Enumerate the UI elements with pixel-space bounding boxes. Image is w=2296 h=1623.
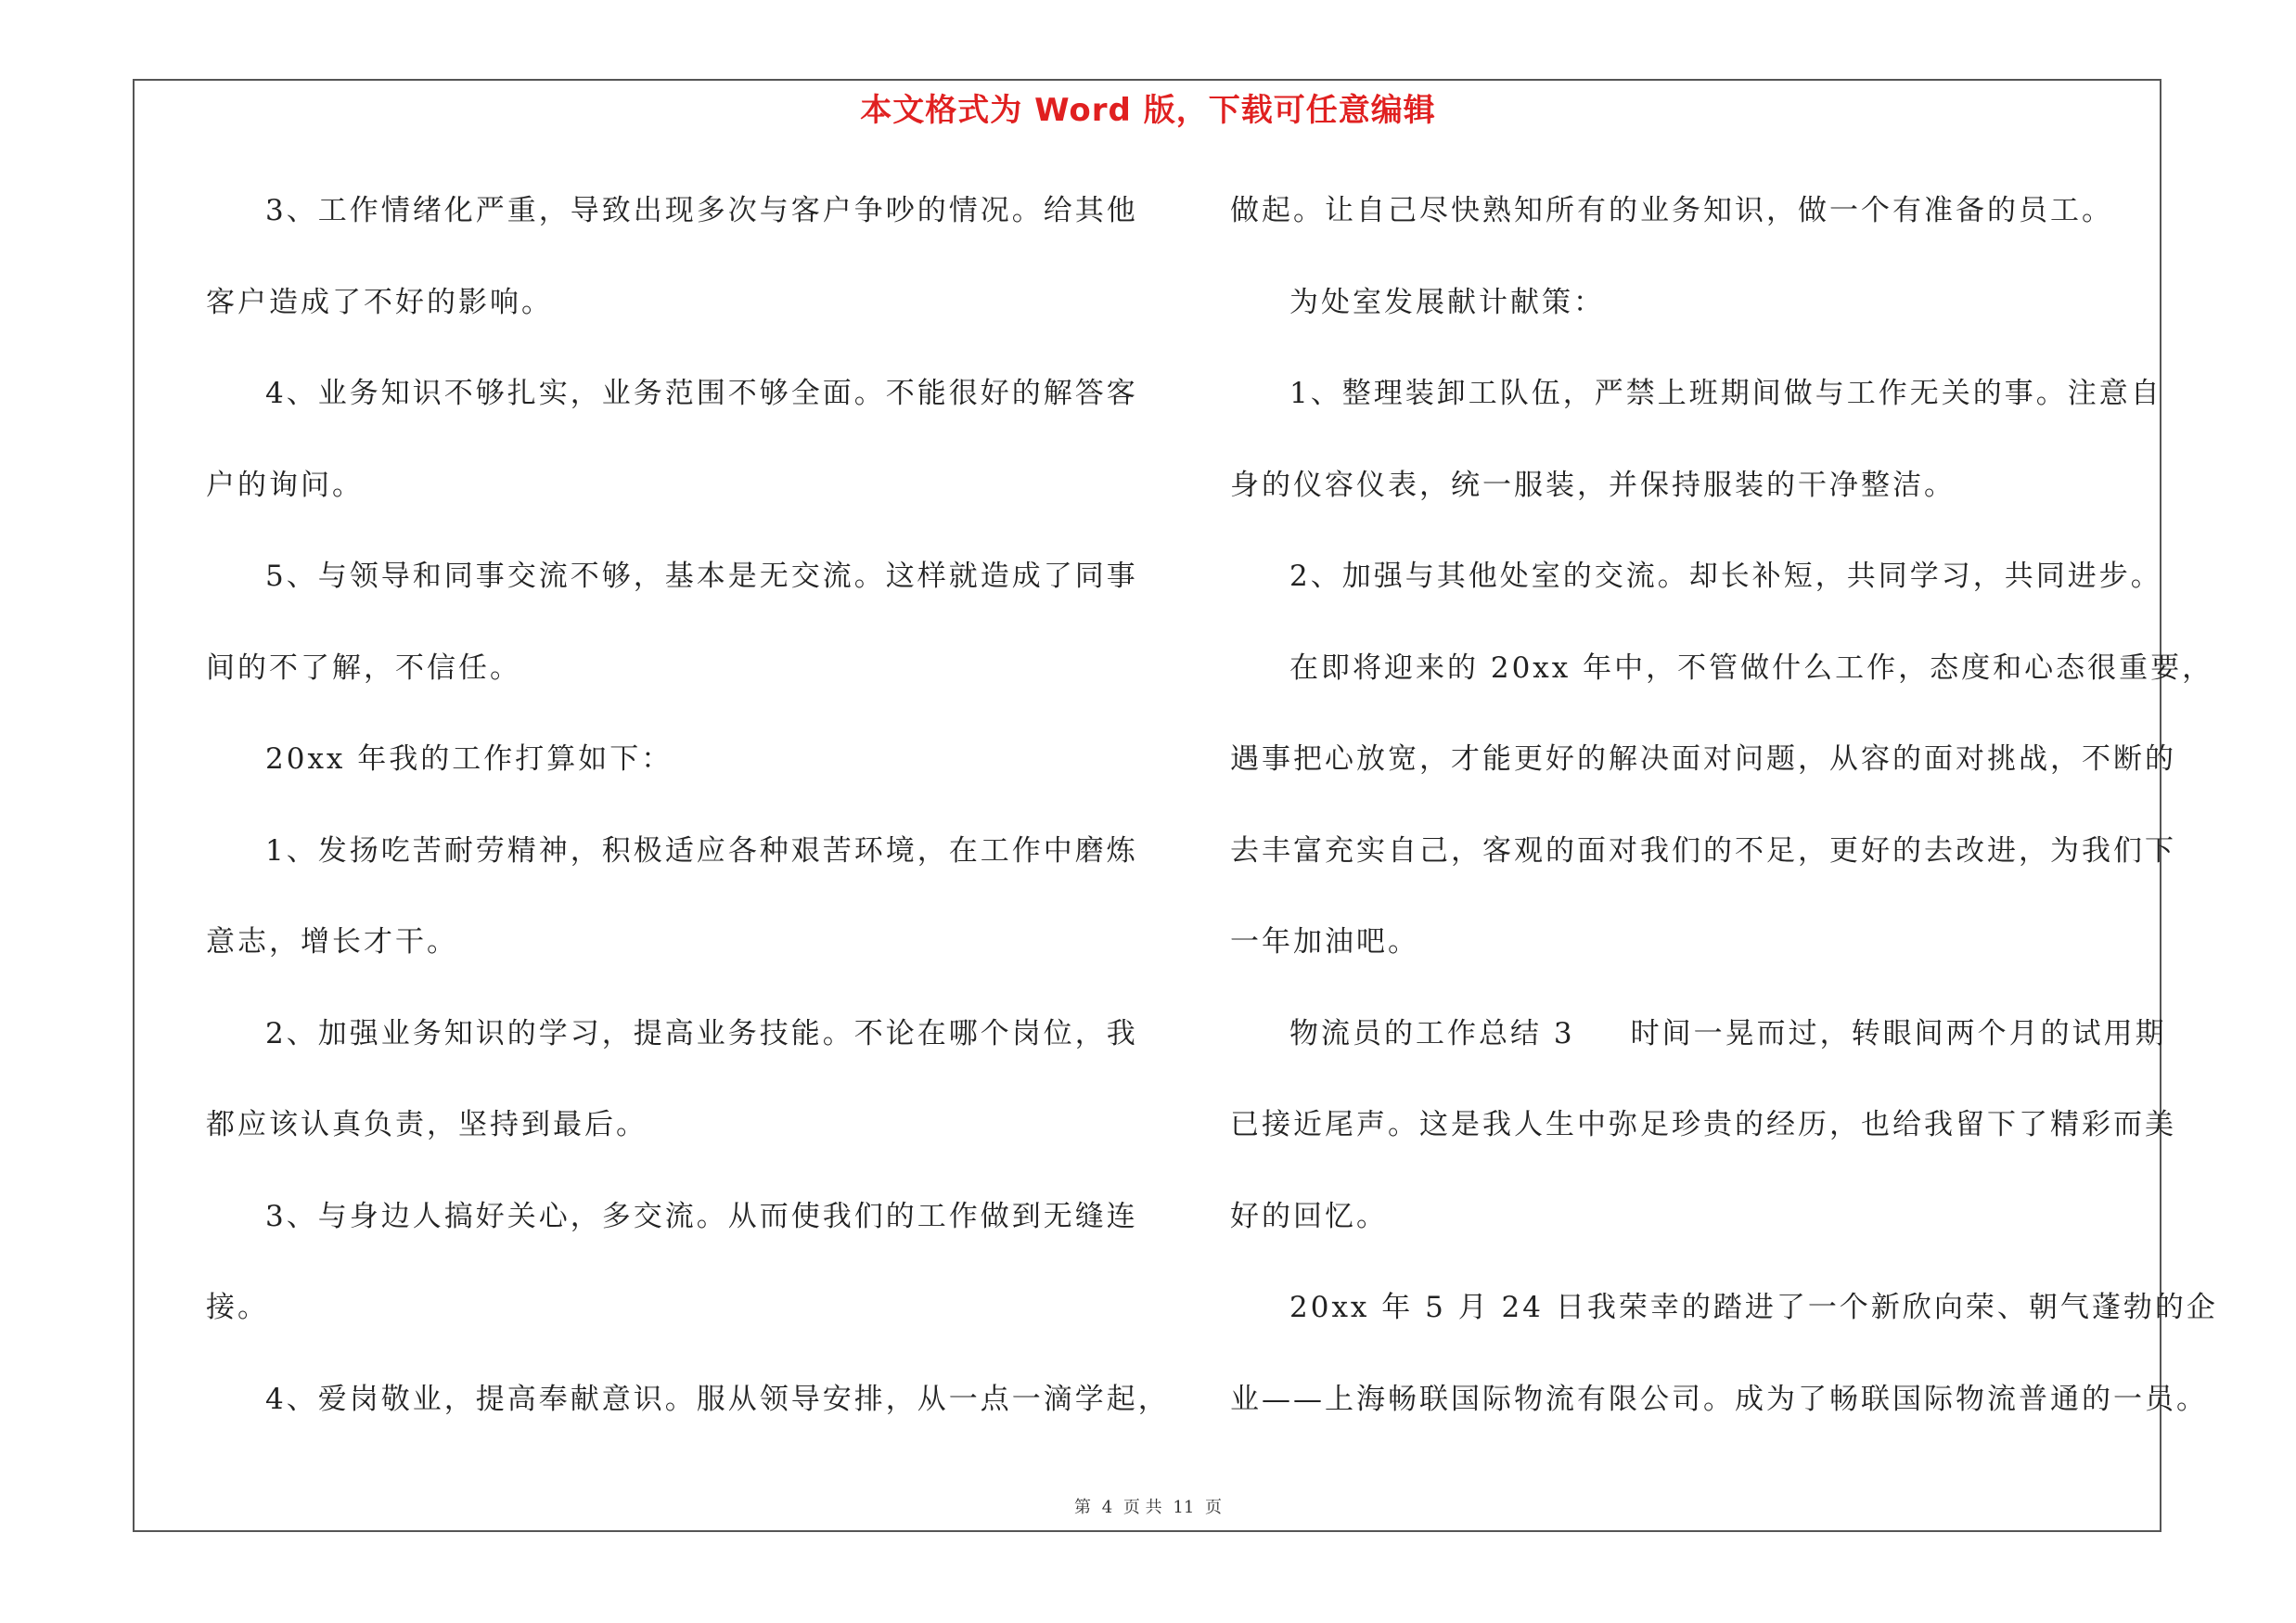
paragraph-line: 20xx 年我的工作打算如下：	[265, 742, 673, 776]
paragraph-line: 4、爱岗敬业，提高奉献意识。服从领导安排，从一点一滴学起，	[265, 1382, 1170, 1416]
paragraph-line: 间的不了解，不信任。	[206, 650, 521, 685]
paragraph-line: 都应该认真负责，坚持到最后。	[206, 1108, 648, 1141]
paragraph-line: 在即将迎来的 20xx 年中，不管做什么工作，态度和心态很重要，	[1289, 650, 2214, 685]
paragraph-line: 意志，增长才干。	[206, 925, 458, 959]
paragraph-line: 做起。让自己尽快熟知所有的业务知识，做一个有准备的员工。	[1230, 194, 2113, 227]
section-heading-title: 物流员的工作总结 3	[1289, 1016, 1575, 1050]
section-heading-continuation: 时间一晃而过，转眼间两个月的试用期	[1630, 1016, 2167, 1050]
footer-prefix: 第	[1073, 1498, 1091, 1517]
paragraph-line: 3、与身边人搞好关心，多交流。从而使我们的工作做到无缝连	[265, 1199, 1138, 1233]
right-column	[1230, 178, 2218, 1458]
footer-suffix: 页	[1205, 1498, 1223, 1517]
paragraph-line: 一年加油吧。	[1230, 925, 1419, 959]
paragraph-line: 去丰富充实自己，客观的面对我们的不足，更好的去改进，为我们下	[1230, 833, 2176, 868]
paragraph-line: 已接近尾声。这是我人生中弥足珍贵的经历，也给我留下了精彩而美	[1230, 1108, 2176, 1141]
paragraph-line: 好的回忆。	[1230, 1199, 1388, 1233]
left-column	[206, 178, 1170, 1458]
paragraph-line: 客户造成了不好的影响。	[206, 285, 553, 319]
paragraph-line: 接。	[206, 1291, 269, 1324]
paragraph-line: 5、与领导和同事交流不够，基本是无交流。这样就造成了同事	[265, 560, 1138, 593]
paragraph-line: 2、加强与其他处室的交流。却长补短，共同学习，共同进步。	[1289, 560, 2162, 593]
paragraph-line: 遇事把心放宽，才能更好的解决面对问题，从容的面对挑战，不断的	[1230, 742, 2176, 776]
paragraph-line: 业——上海畅联国际物流有限公司。成为了畅联国际物流普通的一员。	[1230, 1382, 2208, 1416]
paragraph-line: 户的询问。	[206, 468, 364, 502]
paragraph-line: 2、加强业务知识的学习，提高业务技能。不论在哪个岗位，我	[265, 1016, 1138, 1050]
section-heading-line	[1230, 1001, 2167, 1093]
footer-current-page: 4	[1101, 1498, 1113, 1517]
paragraph-line: 4、业务知识不够扎实，业务范围不够全面。不能很好的解答客	[265, 377, 1138, 410]
footer-middle: 页 共	[1122, 1498, 1162, 1517]
paragraph-line: 3、工作情绪化严重，导致出现多次与客户争吵的情况。给其他	[265, 194, 1138, 227]
word-format-notice: 本文格式为 Word 版，下载可任意编辑	[860, 92, 1436, 129]
page-footer	[0, 1496, 2296, 1520]
paragraph-line: 20xx 年 5 月 24 日我荣幸的踏进了一个新欣向荣、朝气蓬勃的企	[1289, 1291, 2218, 1324]
footer-total-pages: 11	[1173, 1498, 1195, 1517]
paragraph-line: 1、发扬吃苦耐劳精神，积极适应各种艰苦环境，在工作中磨炼	[265, 833, 1138, 868]
paragraph-line: 1、整理装卸工队伍，严禁上班期间做与工作无关的事。注意自	[1289, 377, 2162, 410]
paragraph-line: 为处室发展献计献策：	[1289, 285, 1605, 319]
paragraph-line: 身的仪容仪表，统一服装，并保持服装的干净整洁。	[1230, 468, 1956, 502]
